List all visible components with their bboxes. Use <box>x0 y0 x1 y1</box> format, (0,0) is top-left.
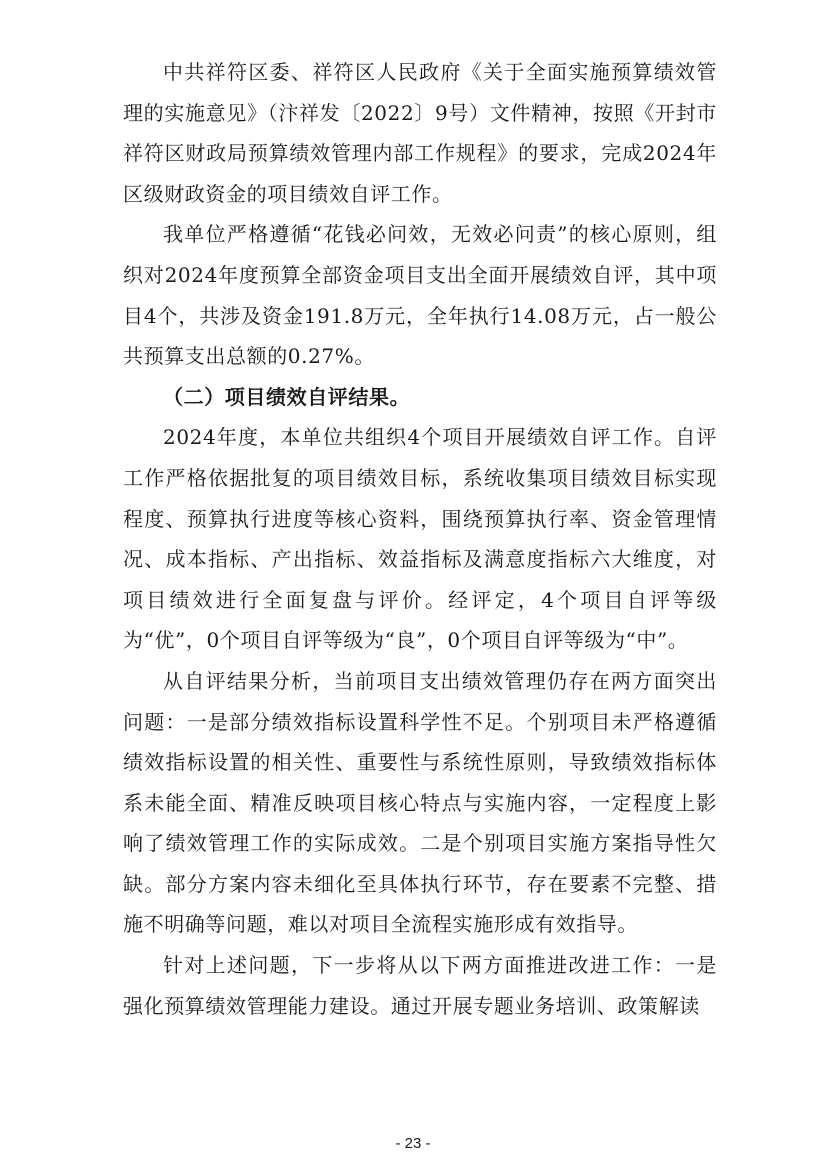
paragraph-problem-analysis: 从自评结果分析，当前项目支出绩效管理仍存在两方面突出问题：一是部分绩效指标设置科学性不足。个别项目未严格遵循绩效指标设置的相关性、重要性与系统性原则，导致绩效指标体系未能全面、精准反映项目核心特点与实施内容，一定程度上影响了绩效管理工作的实际成效。二是个别项目实施方案指导性欠缺。部分方案内容未细化至具体执行环节，存在要素不完整、措施不明确等问题，难以对项目全流程实施形成有效指导。 <box>123 668 717 937</box>
paragraph-evaluation-results: 2024年度，本单位共组织4个项目开展绩效自评工作。自评工作严格依据批复的项目绩效目标，系统收集项目绩效目标实现程度、预算执行进度等核心资料，围绕预算执行率、资金管理情况、成本指标、产出指标、效益指标及满意度指标六大维度，对项目绩效进行全面复盘与评价。经评定，4个项目自评等级为“优”，0个项目自评等级为“良”，0个项目自评等级为“中”。 <box>123 425 717 653</box>
document-body <box>123 52 717 1026</box>
section-heading-results: （二）项目绩效自评结果。 <box>163 384 411 409</box>
page-number: - 23 - <box>395 1135 431 1152</box>
paragraph-opinion-reference: 中共祥符区委、祥符区人民政府《关于全面实施预算绩效管理的实施意见》（汴祥发〔2022〕9号）文件精神，按照《开封市祥符区财政局预算绩效管理内部工作规程》的要求，完成2024年区级财政资金的项目绩效自评工作。 <box>123 60 717 206</box>
paragraph-self-evaluation-scope: 我单位严格遵循“花钱必问效，无效必问责”的核心原则，组织对2024年度预算全部资金项目支出全面开展绩效自评，其中项目4个，共涉及资金191.8万元，全年执行14.08万元，占一般公共预算支出总额的0.27%。 <box>123 222 717 369</box>
paragraph-improvement-plan: 针对上述问题，下一步将从以下两方面推进改进工作：一是强化预算绩效管理能力建设。通过开展专题业务培训、政策解读 <box>123 953 717 1018</box>
